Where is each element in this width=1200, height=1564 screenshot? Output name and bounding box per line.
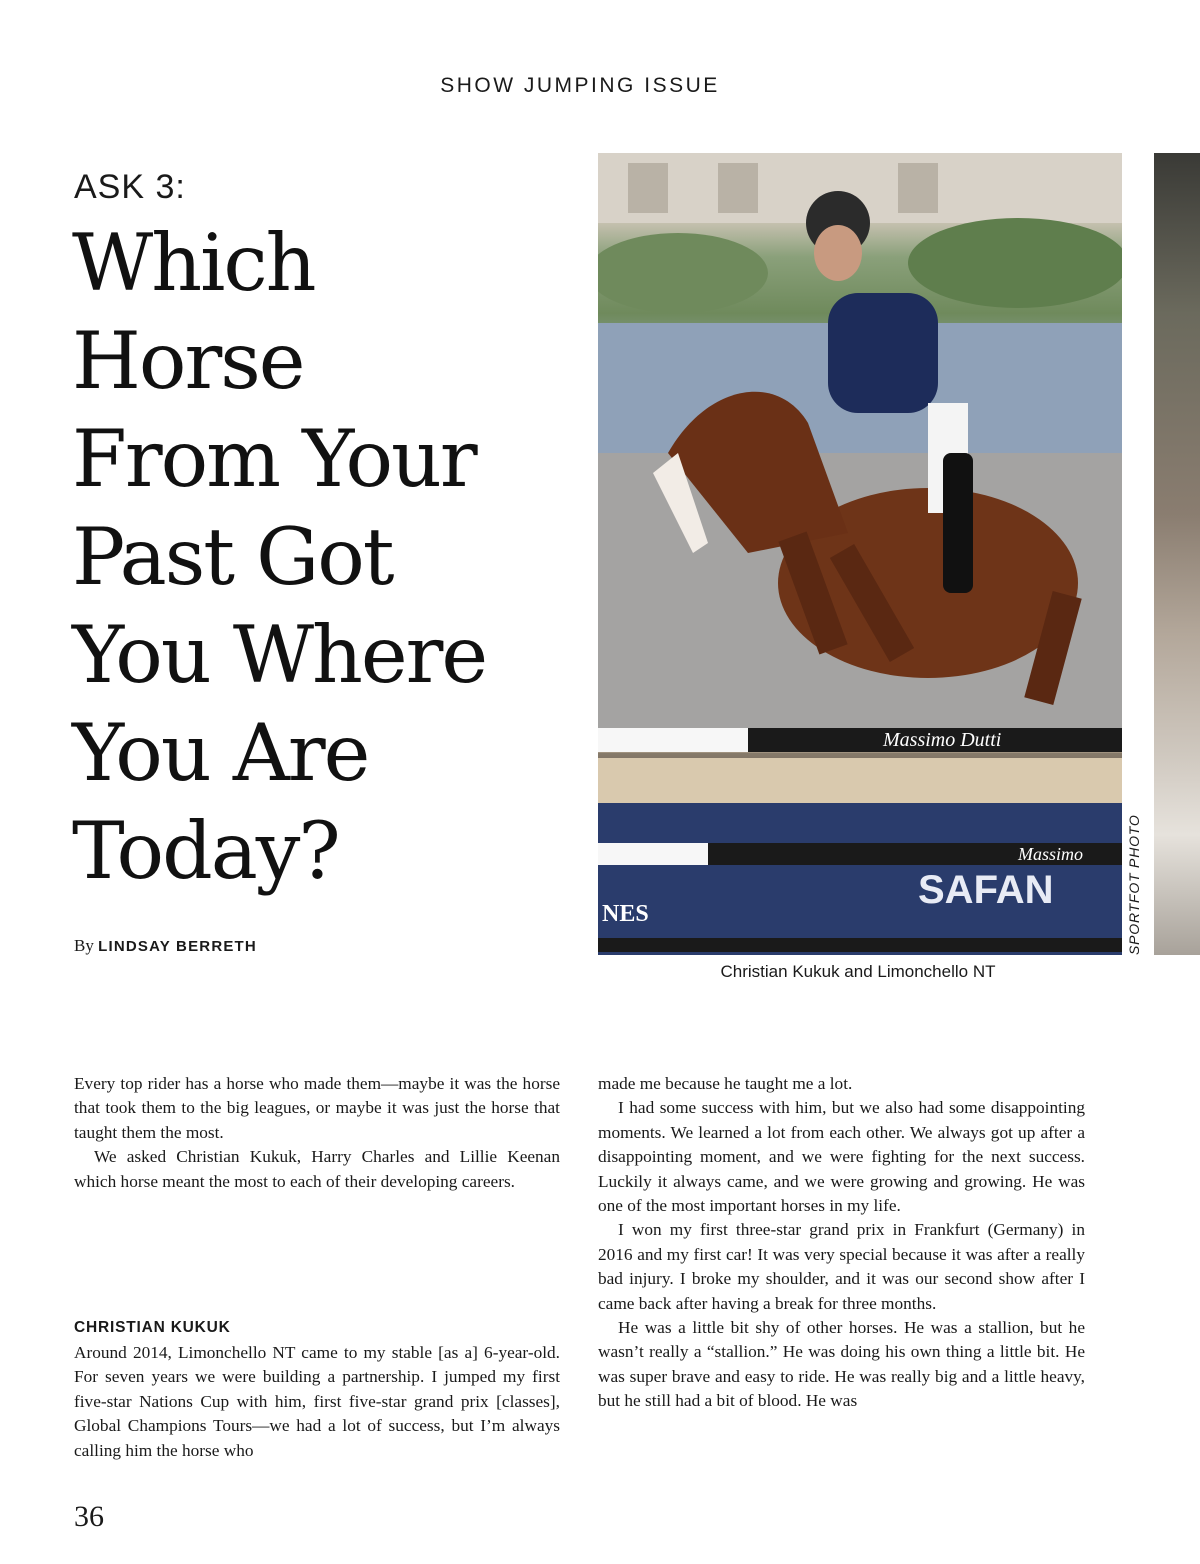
horse-jump-illustration [598, 153, 1122, 955]
headline-line: You Are [72, 707, 369, 799]
section-heading: CHRISTIAN KUKUK [74, 1319, 231, 1336]
page-number: 36 [74, 1500, 104, 1533]
paragraph: He was a little bit shy of other horses. He was a stallion, but he wasn’t really a “stallion.” He was doing his own thing a little bit. He was super brave and easy to ride. He was really big and a little heavy, but he still had a bit of blood. He was [598, 1318, 1085, 1411]
headline-line: Which [72, 217, 315, 309]
paragraph: I won my first three-star grand prix in Frankfurt (Germany) in 2016 and my first car! It was very special because it was after a really bad injury. I broke my shoulder, and it was our second show after I came back after having a break for three months. [598, 1220, 1085, 1313]
paragraph: We asked Christian Kukuk, Harry Charles and Lillie Keenan which horse meant the most to each of their developing careers. [74, 1147, 560, 1191]
headline-line: You Where [72, 609, 487, 701]
byline [74, 936, 257, 956]
arena-banner-text: SAFAN [918, 868, 1054, 912]
section-text [74, 1316, 560, 1463]
paragraph: I had some success with him, but we also had some disappointing moments. We learned a lot from each other. We always got up after a disappointing moment, and we were fighting for the next success. Luckily it always came, and we were growing and growing. He was one of the most important horses in my life. [598, 1098, 1085, 1216]
intro-text [74, 1072, 560, 1194]
byline-author: LINDSAY BERRETH [98, 938, 257, 955]
paragraph: made me because he taught me a lot. [598, 1074, 853, 1093]
article-headline [72, 214, 582, 900]
running-head: SHOW JUMPING ISSUE [440, 74, 720, 97]
paragraph: Around 2014, Limonchello NT came to my stable [as a] 6-year-old. For seven years we were building a partnership. I jumped my first five-star Nations Cup with him, first five-star grand prix [classes], Global Champions Tours—we had a lot of success, but I’m always calling him the horse who [74, 1343, 560, 1460]
headline-line: Past Got [72, 511, 393, 603]
pole-banner-text: Massimo Dutti [883, 729, 1002, 751]
arena-banner-text: NES [602, 901, 649, 927]
photo-caption: Christian Kukuk and Limonchello NT [720, 962, 996, 981]
article-photo [598, 153, 1122, 955]
paragraph: Every top rider has a horse who made them—maybe it was the horse that took them to the big leagues, or maybe it was just the horse that taught them the most. [74, 1074, 560, 1142]
byline-prefix: By [74, 936, 94, 955]
photo-credit: SPORTFOT PHOTO [1126, 814, 1142, 955]
right-column-text [598, 1072, 1085, 1414]
headline-line: From Your [72, 413, 476, 505]
headline-line: Today? [72, 805, 339, 897]
pole-banner-text: Massimo [1018, 844, 1084, 864]
headline-line: Horse [72, 315, 304, 407]
article-kicker: ASK 3: [74, 168, 186, 206]
adjacent-photo-edge [1154, 153, 1200, 955]
